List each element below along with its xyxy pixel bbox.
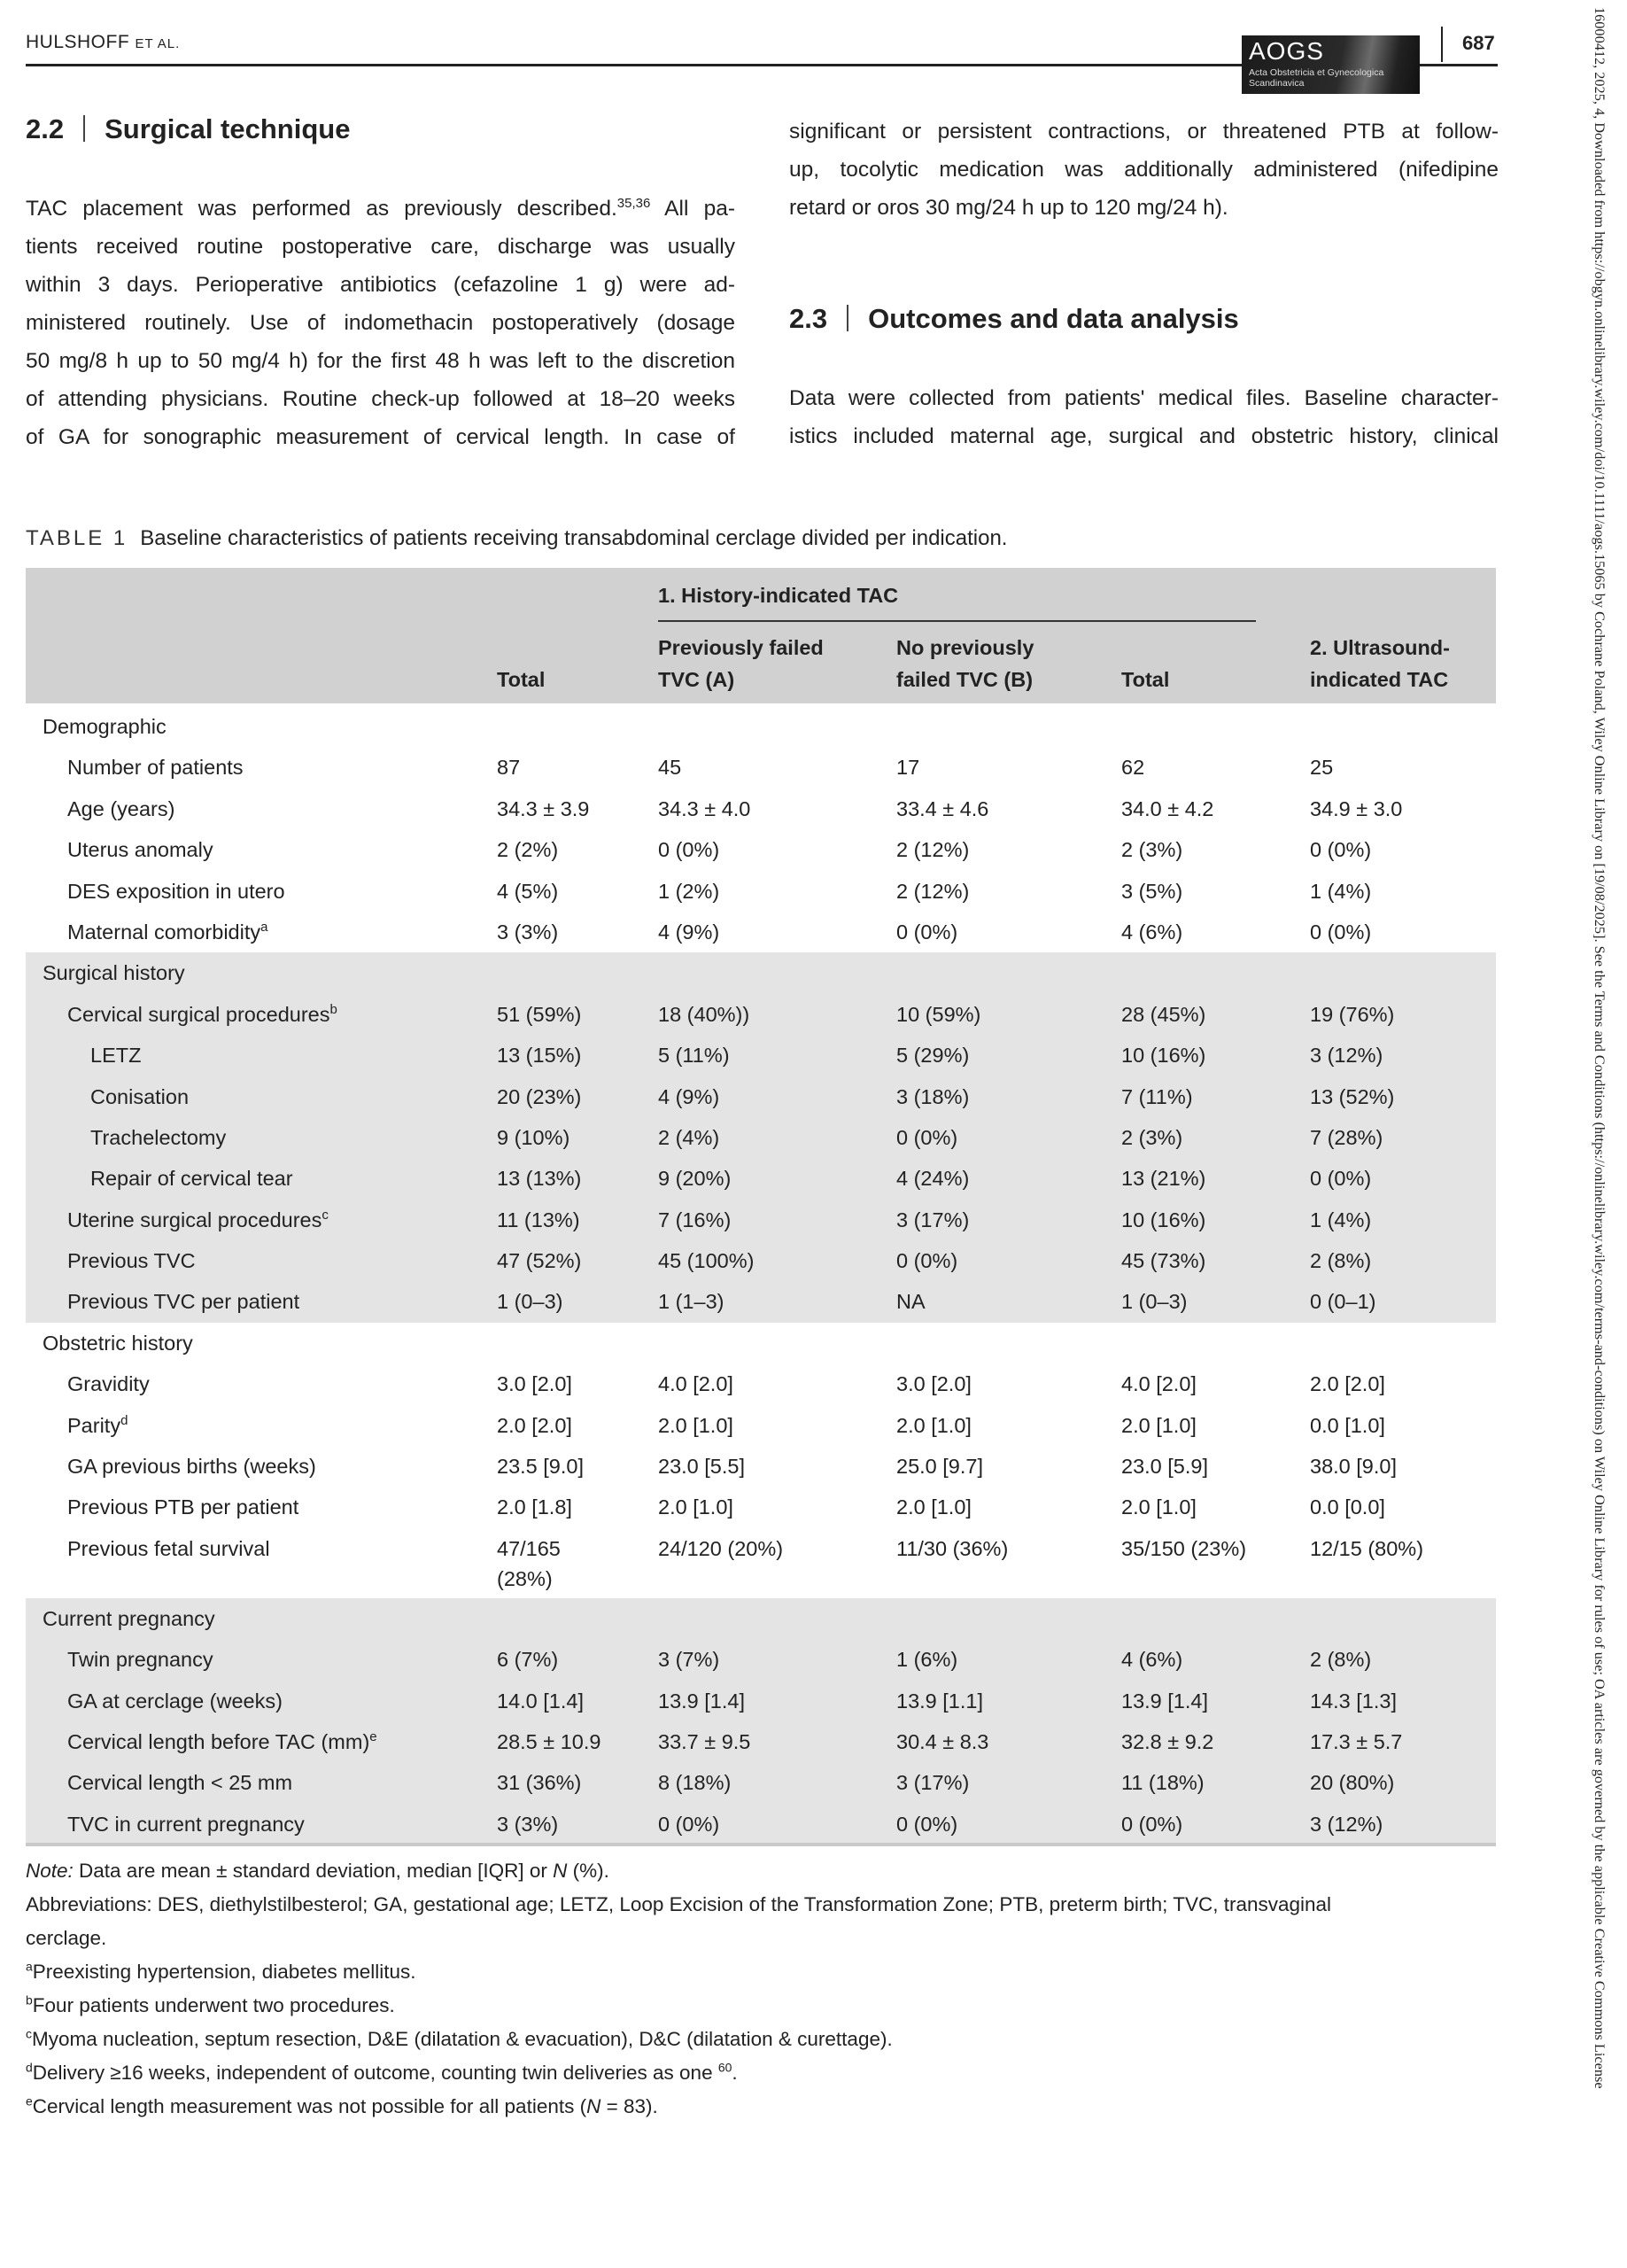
- footnote-mark: d: [120, 1412, 128, 1428]
- paragraph-line: of GA for sonographic measurement of cervical length. In case of: [26, 425, 735, 449]
- footnote-mark: b: [329, 1001, 337, 1017]
- paragraph-line: of attending physicians. Routine check-up followed at 18–20 weeks: [26, 387, 735, 411]
- table-cell: 20 (23%): [497, 1084, 582, 1108]
- table-cell: 2.0 [1.0]: [896, 1495, 972, 1519]
- col-header-b-line2: failed TVC (B): [896, 668, 1034, 691]
- table-row: [26, 1363, 1496, 1404]
- table-cell: 13 (15%): [497, 1044, 582, 1068]
- footnote-n: N: [586, 2095, 601, 2117]
- table-cell: 4 (9%): [658, 1084, 720, 1108]
- table-cell: 0 (0–1): [1310, 1290, 1376, 1314]
- table-cell: 13.9 [1.1]: [896, 1689, 983, 1713]
- logo-wordmark: AOGS: [1249, 37, 1324, 65]
- table-cell: 5 (11%): [658, 1044, 730, 1068]
- table-cell: 19 (76%): [1310, 1002, 1395, 1026]
- table-cell: 2.0 [1.8]: [497, 1495, 572, 1519]
- table-cell: 1 (1–3): [658, 1290, 724, 1314]
- paragraph-line: ministered routinely. Use of indomethacin postoperatively (dosage: [26, 311, 735, 335]
- heading-divider: [83, 115, 85, 142]
- note-label: Note:: [26, 1860, 74, 1882]
- table-cell: 47 (52%): [497, 1249, 582, 1273]
- paragraph-line: significant or persistent contractions, or threatened PTB at follow-: [789, 120, 1499, 144]
- right-column-paragraph: [789, 113, 1499, 227]
- table-cell: 3.0 [2.0]: [497, 1372, 572, 1396]
- table-cell: 28 (45%): [1121, 1002, 1206, 1026]
- table-cell: 51 (59%): [497, 1002, 582, 1026]
- col-header-total: Total: [497, 668, 546, 691]
- table-row: [26, 1804, 1496, 1845]
- footnote-e: [26, 2090, 1496, 2124]
- col-header-a-line2: TVC (A): [658, 668, 735, 691]
- journal-logo: [1242, 35, 1420, 94]
- footnote-mark: a: [260, 920, 268, 936]
- table-cell: 13.9 [1.4]: [1121, 1689, 1208, 1713]
- section-header-row: [26, 952, 1496, 993]
- heading-divider: [847, 305, 848, 331]
- section-header-row: [26, 1598, 1496, 1639]
- footnote-mark: b: [26, 1992, 33, 2008]
- table-cell: 6 (7%): [497, 1648, 559, 1672]
- table-row: [26, 1639, 1496, 1680]
- table-cell: 45: [658, 756, 682, 780]
- text: TAC placement was performed as previously described.: [26, 197, 617, 221]
- paragraph-line: istics included maternal age, surgical and obstetric history, clinical: [789, 424, 1499, 448]
- table-cell: 0 (0%): [896, 1249, 958, 1273]
- col-header-a-line1: Previously failed: [658, 636, 824, 659]
- col-header-history-total: Total: [1121, 668, 1170, 691]
- table-cell: 13 (21%): [1121, 1167, 1206, 1191]
- table-cell: 2 (3%): [1121, 1125, 1183, 1149]
- table-cell: 9 (20%): [658, 1167, 732, 1191]
- table-section: [26, 952, 1496, 1323]
- table-row: [26, 1281, 1496, 1322]
- table-row: [26, 1446, 1496, 1487]
- row-label: [67, 1487, 298, 1527]
- table-cell: 2 (12%): [896, 879, 970, 903]
- table-cell: 0.0 [0.0]: [1310, 1495, 1385, 1519]
- table-cell: 2.0 [1.0]: [1121, 1413, 1197, 1437]
- table-row: [26, 829, 1496, 870]
- section-heading-2-3: [789, 303, 1239, 335]
- row-label-text: Uterus anomaly: [67, 838, 213, 862]
- table-cell: 25.0 [9.7]: [896, 1455, 983, 1479]
- table-cell: 0 (0%): [896, 1812, 958, 1836]
- paragraph-line: up, tocolytic medication was additionally administered (nifedipine: [789, 158, 1499, 182]
- table-row: [26, 1528, 1496, 1598]
- table-cell: 2.0 [1.0]: [1121, 1495, 1197, 1519]
- table-cell: 17.3 ± 5.7: [1310, 1729, 1403, 1753]
- table-cell: 0 (0%): [1310, 838, 1372, 862]
- table-cell: 38.0 [9.0]: [1310, 1455, 1397, 1479]
- table-section: [26, 706, 1496, 952]
- row-label-text: GA at cerclage (weeks): [67, 1689, 283, 1713]
- text: All pa-: [650, 197, 735, 221]
- table-cell: 10 (16%): [1121, 1044, 1206, 1068]
- table-cell: 0 (0%): [658, 1812, 720, 1836]
- row-label: [67, 1528, 270, 1569]
- table-cell: 32.8 ± 9.2: [1121, 1729, 1214, 1753]
- table-cell: 0 (0%): [1310, 920, 1372, 944]
- table-cell: 3 (18%): [896, 1084, 970, 1108]
- table-cell: 13 (52%): [1310, 1084, 1395, 1108]
- table-cell: 31 (36%): [497, 1771, 582, 1795]
- section-header-row: [26, 706, 1496, 747]
- table-cell: 5 (29%): [896, 1044, 970, 1068]
- table-row: [26, 1035, 1496, 1076]
- table-body: [26, 706, 1496, 1845]
- table-cell: 3 (17%): [896, 1771, 970, 1795]
- table-cell: 3 (5%): [1121, 879, 1183, 903]
- table-cell: 2 (8%): [1310, 1648, 1372, 1672]
- table-cell: 34.3 ± 3.9: [497, 796, 590, 820]
- download-notice: 16000412, 2025, 4, Downloaded from https://obgyn.onlinelibrary.wiley.com/doi/10.1111/aogs.15065 by Cochrane Poland, Wiley Online Library on [19/08/2025]. See the Terms and Conditions (https://onlinelibrary.wiley.com/terms-and-conditions) on Wiley Online Library for rules of use; OA articles are governed by the applicable Creative Commons License: [1592, 7, 1608, 2089]
- paragraph-line: Data were collected from patients' medical files. Baseline character-: [789, 386, 1499, 410]
- row-label: [67, 871, 285, 912]
- footnote-mark: e: [26, 2093, 33, 2109]
- section-number: 2.3: [789, 303, 828, 334]
- row-label-text: Cervical length before TAC (mm): [67, 1729, 370, 1753]
- table-cell: 14.3 [1.3]: [1310, 1689, 1397, 1713]
- table-cell: 47/165 (28%): [497, 1536, 561, 1590]
- table-cell: 0 (0%): [1310, 1167, 1372, 1191]
- page-number-divider: [1441, 27, 1443, 62]
- table-bottom-rule: [26, 1843, 1496, 1846]
- footnote-text: Delivery ≥16 weeks, independent of outcome, counting twin deliveries as one: [32, 2062, 718, 2084]
- table-cell: 3 (17%): [896, 1208, 970, 1231]
- footnote-b: [26, 1989, 1496, 2023]
- col-header-b-line1: No previously: [896, 636, 1034, 659]
- col-header-ultrasound-line2: indicated TAC: [1310, 668, 1449, 691]
- table-section: [26, 1598, 1496, 1845]
- table-label: TABLE 1: [26, 526, 128, 550]
- footnote-c: [26, 2023, 1496, 2056]
- row-label: [67, 1721, 377, 1762]
- table-cell: 0 (0%): [658, 838, 720, 862]
- row-label-text: TVC in current pregnancy: [67, 1812, 305, 1836]
- table-cell: 4 (24%): [896, 1167, 970, 1191]
- table-row: [26, 1721, 1496, 1762]
- row-label: [90, 1158, 293, 1199]
- row-label-text: Conisation: [90, 1084, 190, 1108]
- note-n: N: [553, 1860, 568, 1882]
- running-head: [26, 32, 180, 53]
- table-cell: 2.0 [1.0]: [658, 1495, 733, 1519]
- row-label-text: Number of patients: [67, 756, 244, 780]
- table-cell: 4 (9%): [658, 920, 720, 944]
- table-cell: 0 (0%): [896, 920, 958, 944]
- table-cell: 3.0 [2.0]: [896, 1372, 972, 1396]
- row-label-text: Cervical surgical procedures: [67, 1002, 330, 1026]
- table-row: [26, 1487, 1496, 1527]
- table-cell: 9 (10%): [497, 1125, 570, 1149]
- row-label: [67, 912, 267, 952]
- left-column-paragraph: [26, 190, 735, 456]
- table-cell: NA: [896, 1290, 926, 1314]
- table-cell: 24/120 (20%): [658, 1536, 784, 1560]
- row-label-text: Trachelectomy: [90, 1125, 227, 1149]
- table-cell: 2.0 [2.0]: [497, 1413, 572, 1437]
- right-column-paragraph: [789, 379, 1499, 455]
- table-cell: 35/150 (23%): [1121, 1536, 1247, 1560]
- section-heading-2-2: [26, 113, 350, 145]
- table-cell: 1 (0–3): [497, 1290, 563, 1314]
- table-caption-text: Baseline characteristics of patients receiving transabdominal cerclage divided per indication.: [140, 526, 1008, 550]
- table-cell: 2 (12%): [896, 838, 970, 862]
- table-cell: 0.0 [1.0]: [1310, 1413, 1385, 1437]
- row-label: [67, 788, 174, 829]
- row-label-text: Twin pregnancy: [67, 1648, 213, 1672]
- table-cell: 3 (12%): [1310, 1812, 1383, 1836]
- table-row: [26, 1405, 1496, 1446]
- table-cell: 4 (6%): [1121, 920, 1183, 944]
- note-end: (%).: [567, 1860, 609, 1882]
- row-label: [67, 1639, 213, 1680]
- footnote-text: Preexisting hypertension, diabetes mellitus.: [32, 1961, 416, 1983]
- table-cell: 8 (18%): [658, 1771, 732, 1795]
- table-cell: 2 (2%): [497, 838, 559, 862]
- paragraph-line: retard or oros 30 mg/24 h up to 120 mg/24 h).: [789, 196, 1228, 220]
- table-cell: 4.0 [2.0]: [1121, 1372, 1197, 1396]
- footnote-end: = 83).: [600, 2095, 658, 2117]
- row-label: [90, 1117, 226, 1158]
- section-title: Demographic: [43, 715, 167, 738]
- row-label-text: Previous TVC per patient: [67, 1290, 300, 1314]
- table-row: [26, 1076, 1496, 1117]
- row-label-text: Uterine surgical procedures: [67, 1208, 322, 1231]
- section-title: Outcomes and data analysis: [868, 303, 1239, 334]
- table-cell: 2.0 [1.0]: [896, 1413, 972, 1437]
- table-cell: 0 (0%): [896, 1125, 958, 1149]
- table-cell: 7 (16%): [658, 1208, 732, 1231]
- row-label: [67, 1405, 128, 1446]
- table-row: [26, 871, 1496, 912]
- table-row: [26, 1681, 1496, 1721]
- table-cell: 12/15 (80%): [1310, 1536, 1424, 1560]
- table-cell: 1 (6%): [896, 1648, 958, 1672]
- footnote-mark: c: [322, 1207, 329, 1223]
- table-cell: 2 (3%): [1121, 838, 1183, 862]
- section-title: Obstetric history: [43, 1331, 193, 1355]
- row-label-text: Gravidity: [67, 1372, 150, 1396]
- row-label-text: LETZ: [90, 1044, 142, 1068]
- table-cell: 11 (18%): [1121, 1771, 1205, 1795]
- group-header-rule: [658, 620, 1256, 622]
- row-label-text: Age (years): [67, 796, 175, 820]
- table-cell: 34.9 ± 3.0: [1310, 796, 1403, 820]
- table-row: [26, 1240, 1496, 1281]
- table-cell: 45 (100%): [658, 1249, 755, 1273]
- row-label: [67, 1804, 305, 1845]
- table-cell: 1 (2%): [658, 879, 720, 903]
- table-cell: 2 (8%): [1310, 1249, 1372, 1273]
- table-cell: 1 (0–3): [1121, 1290, 1188, 1314]
- footnote-text: Four patients underwent two procedures.: [32, 1994, 395, 2016]
- table-cell: 11 (13%): [497, 1208, 580, 1231]
- paragraph-line: 50 mg/8 h up to 50 mg/4 h) for the first 48 h was left to the discretion: [26, 349, 735, 373]
- paragraph-line: within 3 days. Perioperative antibiotics (cefazoline 1 g) were ad-: [26, 273, 735, 297]
- table-cell: 13 (13%): [497, 1167, 582, 1191]
- table-cell: 33.4 ± 4.6: [896, 796, 989, 820]
- row-label: [67, 1363, 150, 1404]
- table-cell: 3 (3%): [497, 920, 559, 944]
- row-label: [67, 994, 337, 1035]
- table-row: [26, 747, 1496, 788]
- table-cell: 2 (4%): [658, 1125, 720, 1149]
- note-line: [26, 1854, 1496, 1888]
- row-label: [67, 1240, 196, 1281]
- row-label-text: Previous fetal survival: [67, 1536, 270, 1560]
- col-header-ultrasound-line1: 2. Ultrasound-: [1310, 636, 1450, 659]
- row-label-text: Cervical length < 25 mm: [67, 1771, 293, 1795]
- table-cell: 4 (6%): [1121, 1648, 1183, 1672]
- row-label-text: Repair of cervical tear: [90, 1167, 293, 1191]
- footnote-a: [26, 1955, 1496, 1989]
- section-header-row: [26, 1323, 1496, 1363]
- citation[interactable]: 35,36: [616, 195, 651, 211]
- table-cell: 3 (7%): [658, 1648, 720, 1672]
- footnote-text: Cervical length measurement was not possible for all patients (: [32, 2095, 587, 2117]
- table-cell: 25: [1310, 756, 1334, 780]
- row-label-text: Maternal comorbidity: [67, 920, 261, 944]
- footnote-mark: d: [26, 2060, 33, 2075]
- footnote-mark: a: [26, 1959, 33, 1974]
- row-label-text: Previous PTB per patient: [67, 1495, 299, 1519]
- table-cell: 14.0 [1.4]: [497, 1689, 584, 1713]
- table-cell: 13.9 [1.4]: [658, 1689, 745, 1713]
- table-cell: 87: [497, 756, 521, 780]
- footnote-end: .: [732, 2062, 738, 2084]
- table-cell: 23.0 [5.5]: [658, 1455, 745, 1479]
- author-name: HULSHOFF: [26, 32, 130, 52]
- abbreviations-line: cerclage.: [26, 1927, 107, 1949]
- row-label: [67, 1446, 316, 1487]
- table-row: [26, 994, 1496, 1035]
- table-header: [26, 568, 1496, 703]
- table-cell: 3 (3%): [497, 1812, 559, 1836]
- section-title: Current pregnancy: [43, 1606, 215, 1630]
- row-label: [67, 1200, 329, 1240]
- table-cell: 1 (4%): [1310, 879, 1372, 903]
- section-number: 2.2: [26, 113, 65, 144]
- table-cell: 34.0 ± 4.2: [1121, 796, 1214, 820]
- table-row: [26, 1158, 1496, 1199]
- paragraph-line: [26, 190, 735, 228]
- paragraph-line: tients received routine postoperative care, discharge was usually: [26, 235, 735, 259]
- table-caption: [26, 526, 1007, 551]
- table-cell: 62: [1121, 756, 1145, 780]
- footnote-mark: e: [369, 1729, 377, 1745]
- row-label: [67, 1681, 283, 1721]
- table-cell: 10 (16%): [1121, 1208, 1206, 1231]
- table-row: [26, 1117, 1496, 1158]
- table-cell: 23.0 [5.9]: [1121, 1455, 1208, 1479]
- row-label: [67, 1281, 299, 1322]
- group-header-history-indicated: 1. History-indicated TAC: [658, 584, 899, 607]
- row-label: [67, 829, 213, 870]
- table-cell: 45 (73%): [1121, 1249, 1206, 1273]
- table-cell: 30.4 ± 8.3: [896, 1729, 989, 1753]
- table-cell: 2.0 [1.0]: [658, 1413, 733, 1437]
- table-cell: 3 (12%): [1310, 1044, 1383, 1068]
- table-section: [26, 1323, 1496, 1598]
- table-cell: 34.3 ± 4.0: [658, 796, 751, 820]
- table-cell: 23.5 [9.0]: [497, 1455, 584, 1479]
- footnote-text: Myoma nucleation, septum resection, D&E (dilatation & evacuation), D&C (dilatation & curettage).: [32, 2028, 893, 2050]
- table-cell: 18 (40%)): [658, 1002, 750, 1026]
- table-cell: 20 (80%): [1310, 1771, 1395, 1795]
- section-title: Surgical history: [43, 961, 185, 985]
- row-label: [67, 1762, 292, 1803]
- table-cell: 4 (5%): [497, 879, 559, 903]
- row-label: [90, 1035, 141, 1076]
- table-cell: 0 (0%): [1121, 1812, 1183, 1836]
- page-number: 687: [1462, 32, 1495, 54]
- note-text: Data are mean ± standard deviation, median [IQR] or: [73, 1860, 554, 1882]
- table-cell: 1 (4%): [1310, 1208, 1372, 1231]
- footnote-d: [26, 2056, 1496, 2090]
- et-al: ET AL.: [135, 36, 181, 51]
- row-label-text: DES exposition in utero: [67, 879, 285, 903]
- table-row: [26, 788, 1496, 829]
- abbreviations-line: Abbreviations: DES, diethylstilbesterol; GA, gestational age; LETZ, Loop Excision of the Transformation Zone; PTB, preterm birth; TVC, transvaginal: [26, 1893, 1332, 1915]
- footnote-mark: c: [26, 2026, 32, 2041]
- table-cell: 4.0 [2.0]: [658, 1372, 733, 1396]
- row-label: [67, 747, 244, 788]
- section-title: Surgical technique: [105, 113, 351, 144]
- table-notes: [26, 1854, 1496, 2124]
- table-cell: 10 (59%): [896, 1002, 981, 1026]
- table-cell: 7 (28%): [1310, 1125, 1383, 1149]
- table-row: [26, 1762, 1496, 1803]
- table-cell: 17: [896, 756, 920, 780]
- table-row: [26, 912, 1496, 952]
- row-label: [90, 1076, 189, 1117]
- table-cell: 2.0 [2.0]: [1310, 1372, 1385, 1396]
- table-cell: 7 (11%): [1121, 1084, 1193, 1108]
- table-row: [26, 1200, 1496, 1240]
- table-cell: 11/30 (36%): [896, 1536, 1009, 1560]
- row-label-text: Parity: [67, 1413, 121, 1437]
- row-label-text: Previous TVC: [67, 1249, 196, 1273]
- table-cell: 28.5 ± 10.9: [497, 1729, 601, 1753]
- table-cell: 33.7 ± 9.5: [658, 1729, 751, 1753]
- citation[interactable]: 60: [717, 2060, 732, 2075]
- logo-journal-name: Acta Obstetricia et Gynecologica Scandinavica: [1249, 67, 1384, 89]
- row-label-text: GA previous births (weeks): [67, 1455, 316, 1479]
